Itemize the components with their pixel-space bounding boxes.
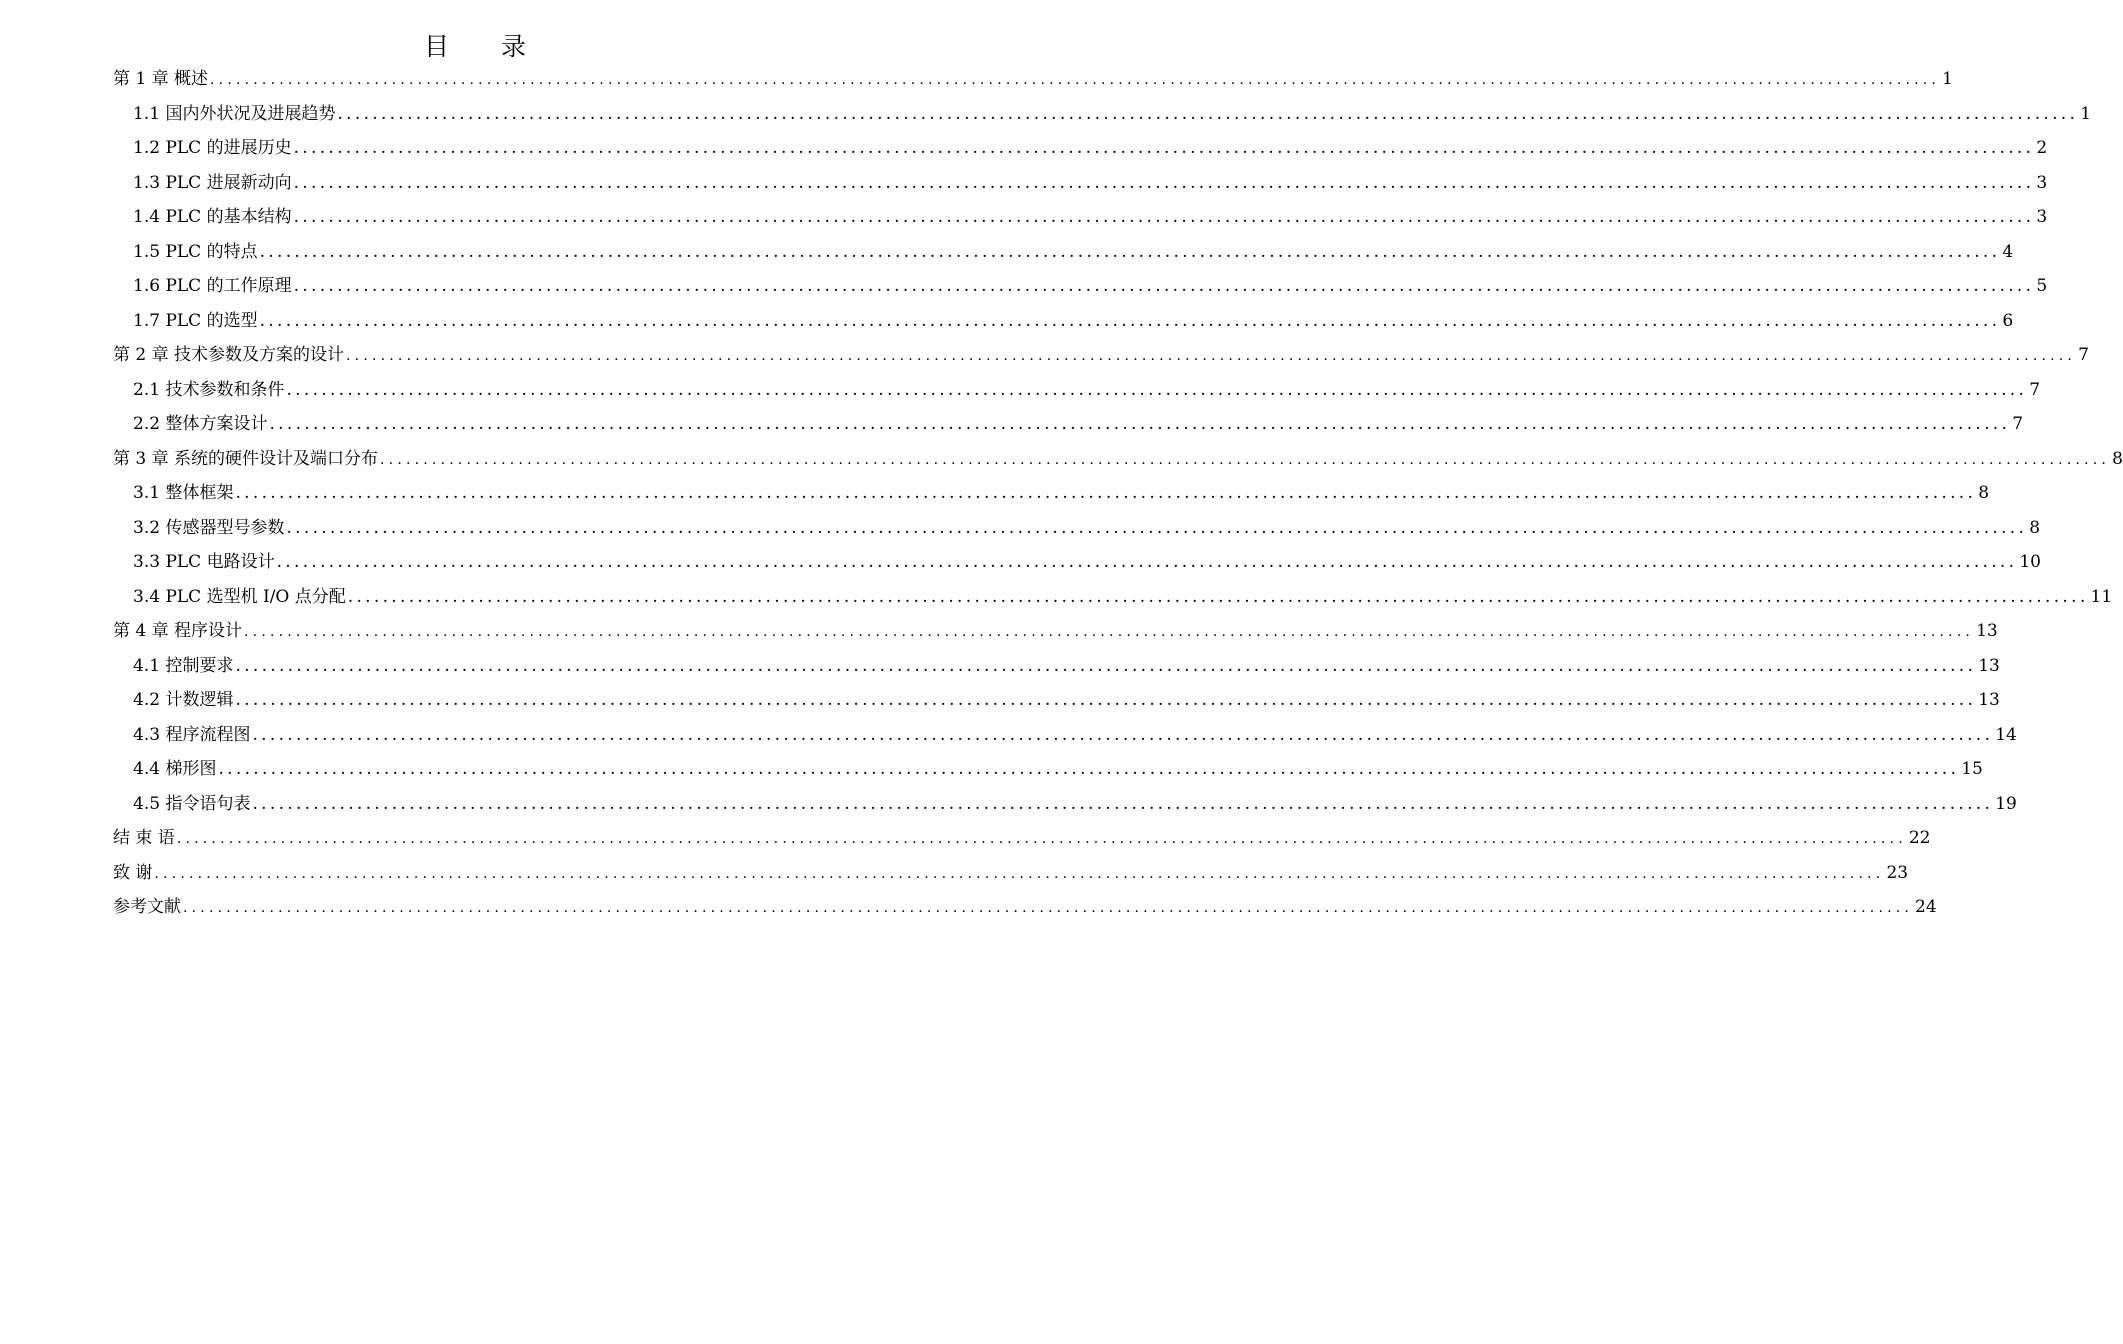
- toc-chapter-entry[interactable]: [113, 614, 1998, 649]
- toc-section-entry[interactable]: [113, 269, 2048, 304]
- toc-dot-leader: ........................................................................................................................................................................................................: [218, 759, 1960, 779]
- toc-entry-label: 参考文献: [113, 897, 181, 917]
- toc-dot-leader: ........................................................................................................................................................................................................: [252, 724, 1994, 745]
- toc-entry-label: 第 1 章 概述: [113, 69, 209, 89]
- toc-section-entry[interactable]: [113, 718, 2017, 753]
- toc-page-number: 8: [2112, 448, 2123, 469]
- toc-dot-leader: ........................................................................................................................................................................................................: [293, 138, 2035, 158]
- toc-section-entry[interactable]: [113, 200, 2048, 235]
- toc-page-number: 23: [1886, 862, 1909, 883]
- toc-section-entry[interactable]: [113, 131, 2048, 166]
- toc-entry-label: 1.5 PLC 的特点: [133, 241, 258, 262]
- toc-section-entry[interactable]: [113, 407, 2024, 442]
- toc-chapter-entry[interactable]: [113, 821, 1931, 856]
- toc-entry-label: 1.4 PLC 的基本结构: [133, 207, 292, 227]
- toc-entry-label: 4.1 控制要求: [133, 655, 234, 676]
- toc-entry-label: 3.4 PLC 选型机 I/O 点分配: [133, 586, 346, 607]
- toc-dot-leader: ........................................................................................................................................................................................................: [259, 310, 2001, 331]
- toc-entry-label: 4.4 梯形图: [133, 759, 217, 779]
- page-title: 目 录: [424, 31, 548, 61]
- toc-dot-leader: ........................................................................................................................................................................................................: [154, 865, 1885, 882]
- toc-dot-leader: ........................................................................................................................................................................................................: [293, 172, 2035, 193]
- toc-page-number: 22: [1908, 828, 1931, 848]
- toc-page-number: 8: [1978, 483, 1990, 503]
- toc-section-entry[interactable]: [113, 787, 2017, 822]
- toc-entry-label: 4.3 程序流程图: [133, 724, 251, 745]
- toc-section-entry[interactable]: [113, 752, 1983, 787]
- toc-dot-leader: ........................................................................................................................................................................................................: [235, 483, 1977, 503]
- toc-chapter-entry[interactable]: [113, 442, 2123, 477]
- toc-dot-leader: ........................................................................................................................................................................................................: [269, 414, 2011, 434]
- toc-section-entry[interactable]: [113, 97, 2092, 132]
- toc-section-entry[interactable]: [113, 545, 2041, 580]
- toc-dot-leader: ........................................................................................................................................................................................................: [337, 103, 2079, 124]
- toc-dot-leader: ........................................................................................................................................................................................................: [235, 690, 1977, 710]
- toc-dot-leader: ........................................................................................................................................................................................................: [176, 831, 1907, 847]
- toc-entry-label: 3.1 整体框架: [133, 483, 234, 503]
- toc-page-number: 24: [1915, 897, 1937, 917]
- toc-chapter-entry[interactable]: [113, 62, 1953, 97]
- toc-dot-leader: ........................................................................................................................................................................................................: [276, 552, 2018, 572]
- toc-entry-label: 1.1 国内外状况及进展趋势: [133, 103, 336, 124]
- toc-page-number: 13: [1978, 655, 2000, 676]
- toc-page-number: 5: [2036, 276, 2048, 296]
- toc-entry-label: 3.2 传感器型号参数: [133, 517, 285, 538]
- toc-section-entry[interactable]: [113, 373, 2041, 408]
- toc-chapter-entry[interactable]: [113, 338, 2089, 373]
- toc-section-entry[interactable]: [113, 166, 2048, 201]
- toc-section-entry[interactable]: [113, 511, 2041, 546]
- toc-section-entry[interactable]: [113, 235, 2014, 270]
- toc-page-number: 14: [1995, 724, 2017, 745]
- toc-dot-leader: ........................................................................................................................................................................................................: [235, 655, 1977, 676]
- toc-entry-label: 第 4 章 程序设计: [113, 621, 243, 641]
- toc-entry-label: 2.1 技术参数和条件: [133, 379, 285, 400]
- toc-dot-leader: ........................................................................................................................................................................................................: [380, 451, 2111, 468]
- toc-dot-leader: ........................................................................................................................................................................................................: [286, 517, 2028, 538]
- toc-page-number: 2: [2036, 138, 2048, 158]
- toc-entry-label: 2.2 整体方案设计: [133, 414, 268, 434]
- toc-dot-leader: ........................................................................................................................................................................................................: [346, 348, 2077, 364]
- toc-dot-leader: ........................................................................................................................................................................................................: [244, 624, 1975, 640]
- toc-dot-leader: ........................................................................................................................................................................................................: [293, 276, 2035, 296]
- toc-entry-label: 4.5 指令语句表: [133, 793, 251, 814]
- toc-page-number: 3: [2036, 207, 2048, 227]
- toc-dot-leader: ........................................................................................................................................................................................................: [210, 72, 1941, 88]
- toc-entry-label: 1.2 PLC 的进展历史: [133, 138, 292, 158]
- toc-page-number: 10: [2019, 552, 2041, 572]
- toc-page-number: 8: [2029, 517, 2041, 538]
- toc-entry-label: 第 3 章 系统的硬件设计及端口分布: [113, 448, 379, 469]
- toc-page-number: 1: [2080, 103, 2092, 124]
- toc-page-number: 1: [1942, 69, 1953, 89]
- toc-page-number: 4: [2002, 241, 2014, 262]
- toc-entry-label: 1.3 PLC 进展新动向: [133, 172, 292, 193]
- toc-page-number: 11: [2090, 586, 2113, 607]
- table-of-contents: [113, 62, 2123, 925]
- toc-page-number: 7: [2078, 345, 2089, 365]
- toc-entry-label: 1.7 PLC 的选型: [133, 310, 258, 331]
- toc-chapter-entry[interactable]: [113, 890, 1937, 925]
- toc-dot-leader: ........................................................................................................................................................................................................: [183, 900, 1914, 916]
- toc-dot-leader: ........................................................................................................................................................................................................: [293, 207, 2035, 227]
- toc-section-entry[interactable]: [113, 580, 2113, 615]
- toc-section-entry[interactable]: [113, 304, 2014, 339]
- toc-chapter-entry[interactable]: [113, 856, 1909, 891]
- toc-entry-label: 致 谢: [113, 862, 153, 883]
- toc-section-entry[interactable]: [113, 476, 1990, 511]
- toc-entry-label: 4.2 计数逻辑: [133, 690, 234, 710]
- toc-page-number: 13: [1978, 690, 2000, 710]
- toc-page-number: 7: [2012, 414, 2024, 434]
- toc-section-entry[interactable]: [113, 649, 2000, 684]
- toc-dot-leader: ........................................................................................................................................................................................................: [252, 793, 1994, 814]
- toc-entry-label: 3.3 PLC 电路设计: [133, 552, 275, 572]
- toc-page-number: 7: [2029, 379, 2041, 400]
- toc-entry-label: 第 2 章 技术参数及方案的设计: [113, 345, 345, 365]
- toc-entry-label: 1.6 PLC 的工作原理: [133, 276, 292, 296]
- toc-dot-leader: ........................................................................................................................................................................................................: [347, 586, 2089, 607]
- toc-section-entry[interactable]: [113, 683, 2000, 718]
- toc-page-number: 6: [2002, 310, 2014, 331]
- toc-entry-label: 结 束 语: [113, 828, 175, 848]
- toc-page-number: 15: [1961, 759, 1983, 779]
- toc-page-number: 13: [1976, 621, 1998, 641]
- toc-page-number: 19: [1995, 793, 2017, 814]
- toc-dot-leader: ........................................................................................................................................................................................................: [259, 241, 2001, 262]
- toc-dot-leader: ........................................................................................................................................................................................................: [286, 379, 2028, 400]
- toc-page-number: 3: [2036, 172, 2048, 193]
